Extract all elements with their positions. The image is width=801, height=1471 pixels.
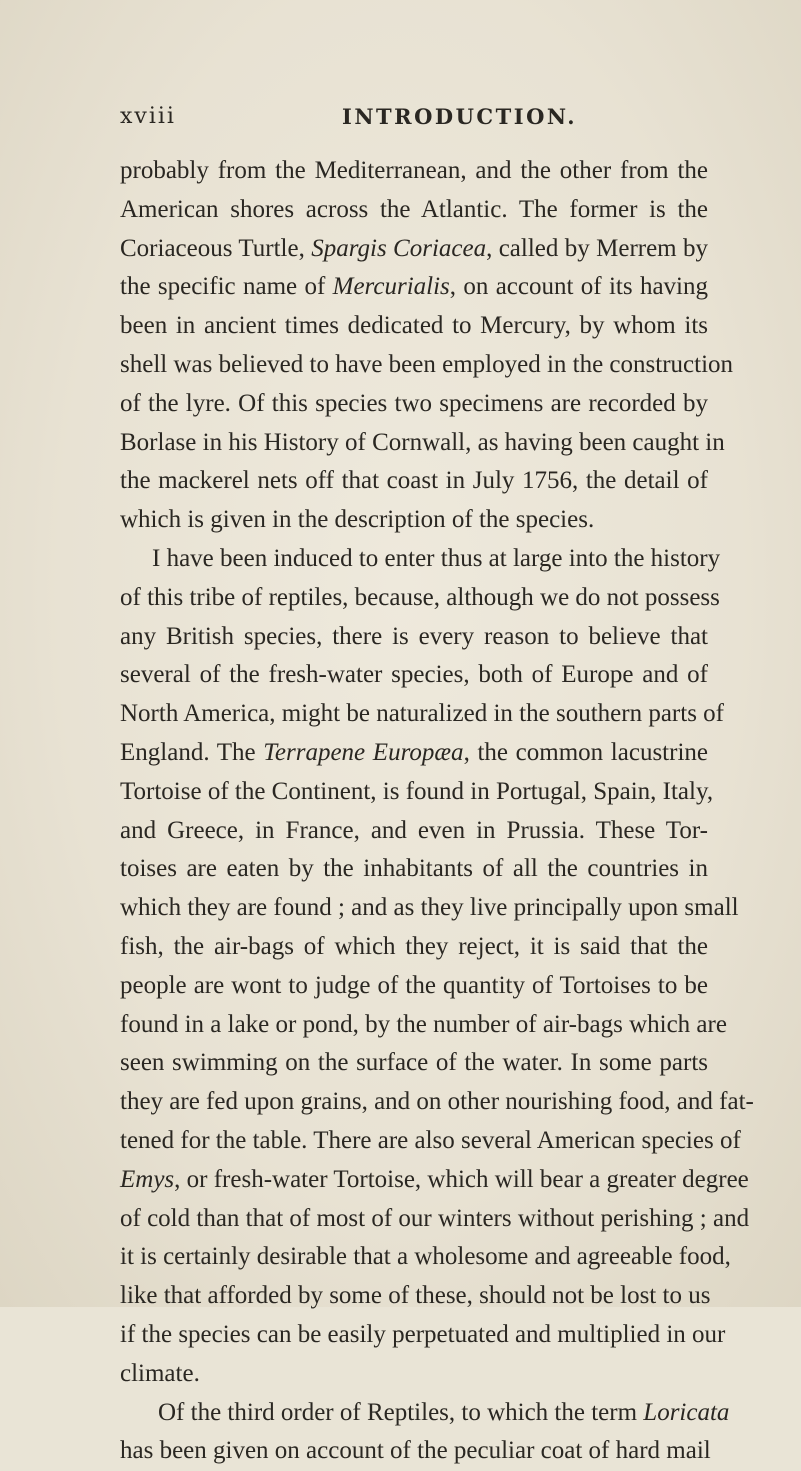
text-line: if the species can be easily perpetuated and multiplied in our bbox=[120, 1320, 726, 1348]
text-line: Coriaceous Turtle, Spargis Coriacea, called by Merrem by bbox=[120, 234, 708, 262]
text-line: England. The Terrapene Europæa, the common lacustrine bbox=[120, 738, 708, 766]
text-line: which they are found ; and as they live principally upon small bbox=[120, 894, 739, 922]
text-line: been in ancient times dedicated to Mercury, by whom its bbox=[120, 312, 708, 340]
body-text bbox=[120, 152, 754, 1471]
text-line: climate. bbox=[120, 1359, 200, 1387]
text-line: like that afforded by some of these, should not be lost to us bbox=[120, 1282, 711, 1310]
text-line: American shores across the Atlantic. The former is the bbox=[120, 195, 708, 223]
text-line: toises are eaten by the inhabitants of all the countries in bbox=[120, 855, 708, 883]
text-line: Of the third order of Reptiles, to which the term Loricata bbox=[158, 1398, 730, 1426]
running-title: INTRODUCTION. bbox=[342, 104, 578, 129]
text-line: has been given on account of the peculiar coat of hard mail bbox=[120, 1437, 711, 1465]
text-line: shell was believed to have been employed in the construction bbox=[120, 350, 734, 378]
text-line: which is given in the description of the species. bbox=[120, 506, 595, 534]
text-line: of this tribe of reptiles, because, although we do not possess bbox=[120, 583, 720, 611]
text-line: North America, might be naturalized in the southern parts of bbox=[120, 700, 724, 728]
text-line: of cold than that of most of our winters without perishing ; and bbox=[120, 1204, 750, 1232]
running-head bbox=[120, 104, 720, 134]
text-line: I have been induced to enter thus at large into the history bbox=[152, 544, 721, 572]
text-line: they are fed upon grains, and on other nourishing food, and fat- bbox=[120, 1088, 754, 1116]
text-line: the mackerel nets off that coast in July 1756, the detail of bbox=[120, 467, 708, 495]
text-line: it is certainly desirable that a wholesome and agreeable food, bbox=[120, 1243, 731, 1271]
text-line: people are wont to judge of the quantity of Tortoises to be bbox=[120, 971, 708, 999]
text-line: of the lyre. Of this species two specimens are recorded by bbox=[120, 389, 708, 417]
text-line: Tortoise of the Continent, is found in Portugal, Spain, Italy, bbox=[120, 777, 714, 805]
text-line: Borlase in his History of Cornwall, as having been caught in bbox=[120, 428, 725, 456]
text-line: any British species, there is every reason to believe that bbox=[120, 622, 708, 650]
text-line: and Greece, in France, and even in Prussia. These Tor- bbox=[120, 816, 708, 844]
page-number: xviii bbox=[120, 104, 176, 129]
text-line: fish, the air-bags of which they reject, it is said that the bbox=[120, 932, 708, 960]
text-line: Emys, or fresh-water Tortoise, which will bear a greater degree bbox=[120, 1165, 749, 1193]
text-line: seen swimming on the surface of the water. In some parts bbox=[120, 1049, 708, 1077]
text-line: several of the fresh-water species, both of Europe and of bbox=[120, 661, 708, 689]
text-line: found in a lake or pond, by the number of air-bags which are bbox=[120, 1010, 727, 1038]
text-line: tened for the table. There are also several American species of bbox=[120, 1126, 741, 1154]
text-line: the specific name of Mercurialis, on account of its having bbox=[120, 273, 708, 301]
text-line: probably from the Mediterranean, and the other from the bbox=[120, 157, 708, 184]
